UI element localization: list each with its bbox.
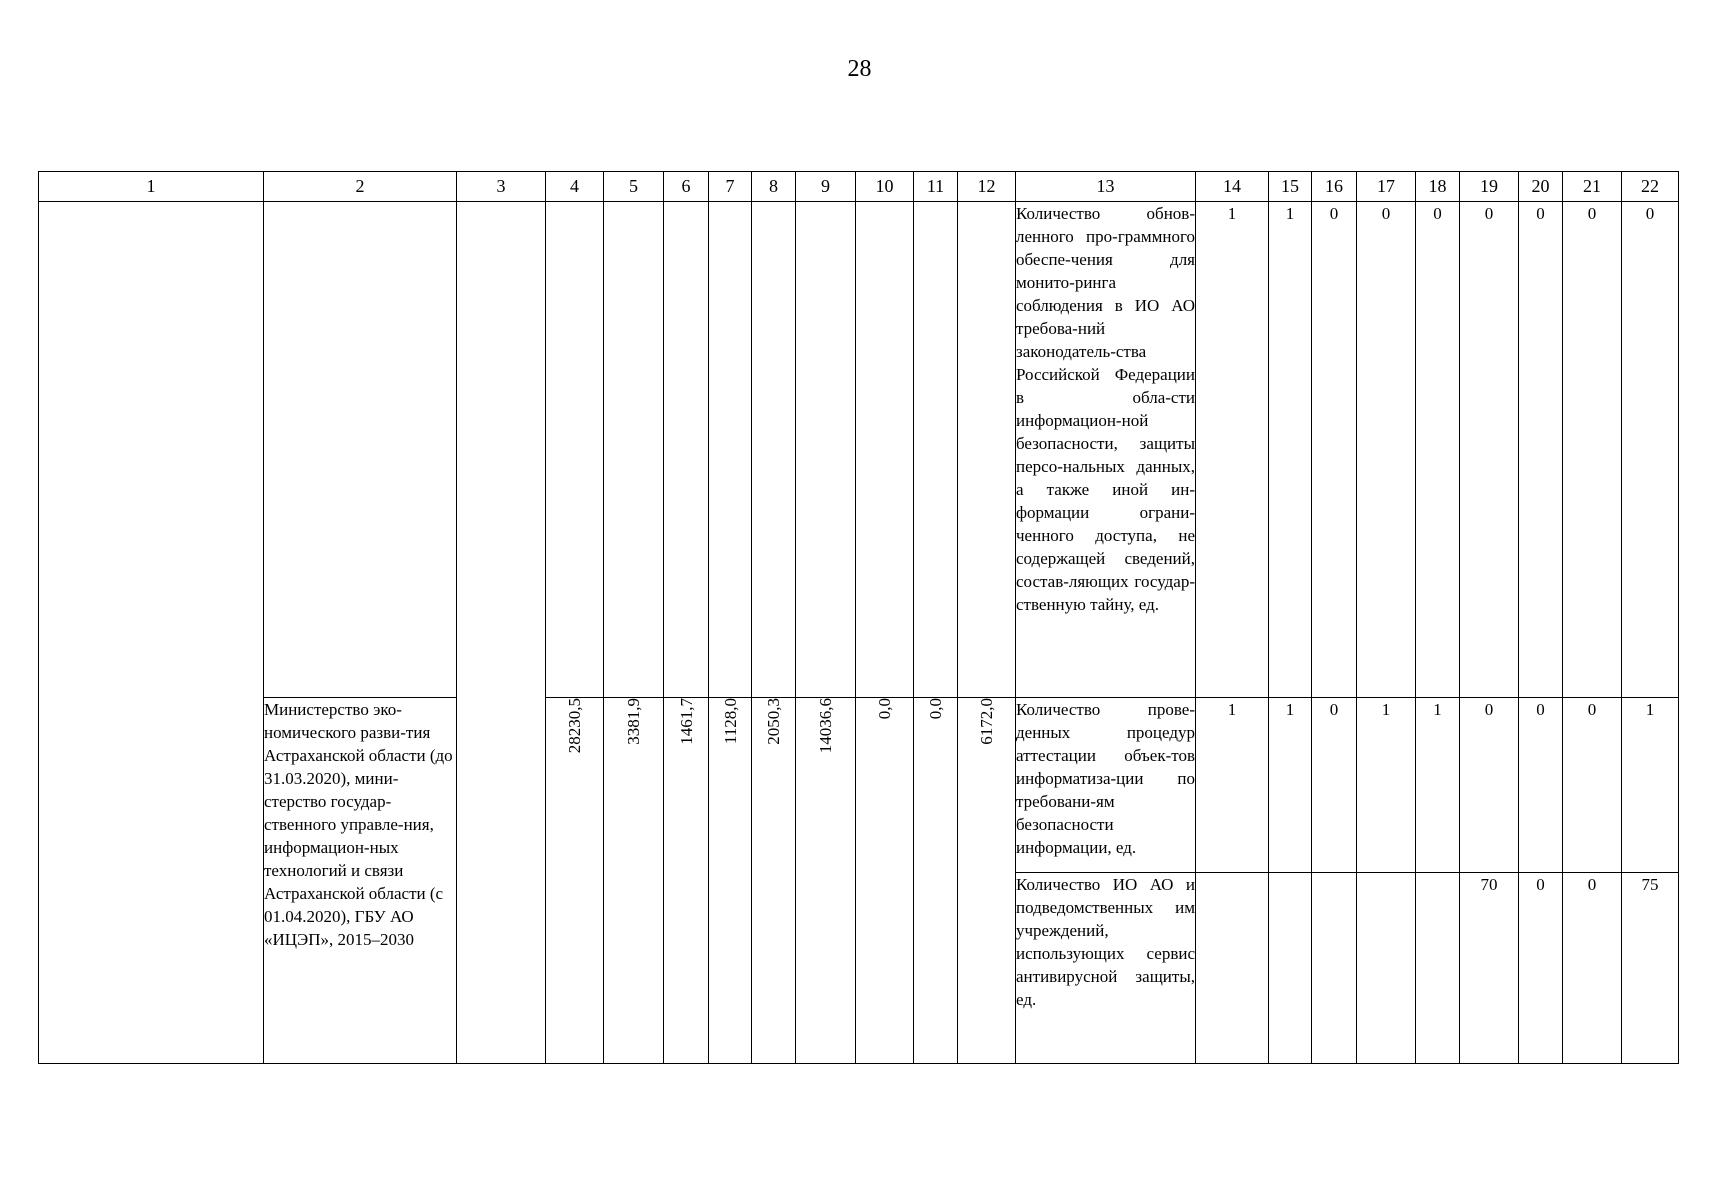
- value-cell: 1: [1196, 202, 1269, 698]
- value-cell: 0: [1519, 698, 1563, 873]
- value-cell: 0: [1460, 202, 1519, 698]
- header-cell: 4: [546, 172, 604, 202]
- value-cell: 0: [1312, 698, 1357, 873]
- value-cell: [1416, 873, 1460, 1064]
- value-cell: [1357, 873, 1416, 1064]
- empty-cell: [457, 202, 546, 1064]
- finance-value: 2050,3: [764, 698, 783, 745]
- empty-cell: [856, 202, 914, 698]
- indicator-cell: Количество ИО АО и подведомственных им учреждений, использующих сервис антивирусной защиты, ед.: [1016, 873, 1196, 1064]
- header-cell: 19: [1460, 172, 1519, 202]
- empty-cell: [914, 202, 958, 698]
- value-cell: 0: [1416, 202, 1460, 698]
- header-row: [39, 172, 1679, 202]
- value-cell: 0: [1460, 698, 1519, 873]
- header-cell: 13: [1016, 172, 1196, 202]
- empty-cell: [264, 202, 457, 698]
- value-cell: 75: [1622, 873, 1679, 1064]
- finance-cell: [796, 698, 856, 1064]
- indicator-cell: Количество прове-денных процедур аттестации объек-тов информатиза-ции по требовани-ям безопасности информации, ед.: [1016, 698, 1196, 873]
- value-cell: 0: [1312, 202, 1357, 698]
- header-cell: 15: [1269, 172, 1312, 202]
- value-cell: 0: [1357, 202, 1416, 698]
- finance-cell: [752, 698, 796, 1064]
- header-cell: 3: [457, 172, 546, 202]
- value-cell: [1312, 873, 1357, 1064]
- header-cell: 16: [1312, 172, 1357, 202]
- finance-value: 1461,7: [676, 698, 696, 745]
- empty-cell: [604, 202, 664, 698]
- value-cell: 1: [1269, 698, 1312, 873]
- header-cell: 7: [709, 172, 752, 202]
- table-row: [39, 698, 1679, 873]
- finance-value: 0,0: [875, 698, 894, 720]
- value-cell: 0: [1519, 202, 1563, 698]
- header-cell: 2: [264, 172, 457, 202]
- finance-value: 14036,6: [816, 698, 835, 754]
- header-cell: 8: [752, 172, 796, 202]
- header-cell: 14: [1196, 172, 1269, 202]
- empty-cell: [664, 202, 709, 698]
- value-cell: 1: [1622, 698, 1679, 873]
- empty-cell: [709, 202, 752, 698]
- value-cell: 1: [1196, 698, 1269, 873]
- header-cell: 17: [1357, 172, 1416, 202]
- empty-cell: [546, 202, 604, 698]
- value-cell: 0: [1563, 698, 1622, 873]
- value-cell: 0: [1519, 873, 1563, 1064]
- finance-value: 3381,9: [624, 698, 643, 745]
- empty-cell: [39, 202, 264, 1064]
- value-cell: [1269, 873, 1312, 1064]
- executor-cell: Министерство эко-номического разви-тия Астраханской области (до 31.03.2020), мини-стерство государ-ственного управле-ния, информацион-ных технологий и связи Астраханской области (с 01.04.2020), ГБУ АО «ИЦЭП», 2015–2030: [264, 698, 457, 1064]
- value-cell: 1: [1269, 202, 1312, 698]
- empty-cell: [752, 202, 796, 698]
- header-cell: 1: [39, 172, 264, 202]
- header-cell: 6: [664, 172, 709, 202]
- program-table: [38, 171, 1679, 1064]
- finance-cell: [546, 698, 604, 1064]
- finance-cell: [856, 698, 914, 1064]
- header-cell: 20: [1519, 172, 1563, 202]
- header-cell: 22: [1622, 172, 1679, 202]
- value-cell: 0: [1563, 202, 1622, 698]
- finance-value: 0,0: [926, 698, 945, 720]
- empty-cell: [958, 202, 1016, 698]
- table-row: [39, 202, 1679, 698]
- finance-value: 28230,5: [565, 698, 584, 754]
- indicator-cell: Количество обнов-ленного про-граммного обеспе-чения для монито-ринга соблюдения в ИО АО требова-ний законодатель-ства Российской Федерации в обла-сти информацион-ной безопасности, защиты персо-нальных данных, а также иной ин-формации ограни-ченного доступа, не содержащей сведений, состав-ляющих государ-ственную тайну, ед.: [1016, 202, 1196, 698]
- empty-cell: [796, 202, 856, 698]
- header-cell: 18: [1416, 172, 1460, 202]
- finance-cell: [958, 698, 1016, 1064]
- finance-cell: [914, 698, 958, 1064]
- value-cell: 1: [1357, 698, 1416, 873]
- value-cell: [1196, 873, 1269, 1064]
- value-cell: 70: [1460, 873, 1519, 1064]
- header-cell: 10: [856, 172, 914, 202]
- finance-value: 6172,0: [977, 698, 996, 745]
- value-cell: 1: [1416, 698, 1460, 873]
- finance-value: 1128,0: [720, 698, 740, 745]
- header-cell: 11: [914, 172, 958, 202]
- header-cell: 12: [958, 172, 1016, 202]
- finance-cell: [604, 698, 664, 1064]
- page-number: 28: [847, 56, 872, 82]
- header-cell: 21: [1563, 172, 1622, 202]
- finance-cell: [709, 698, 752, 1064]
- header-cell: 9: [796, 172, 856, 202]
- header-cell: 5: [604, 172, 664, 202]
- finance-cell: [664, 698, 709, 1064]
- value-cell: 0: [1622, 202, 1679, 698]
- value-cell: 0: [1563, 873, 1622, 1064]
